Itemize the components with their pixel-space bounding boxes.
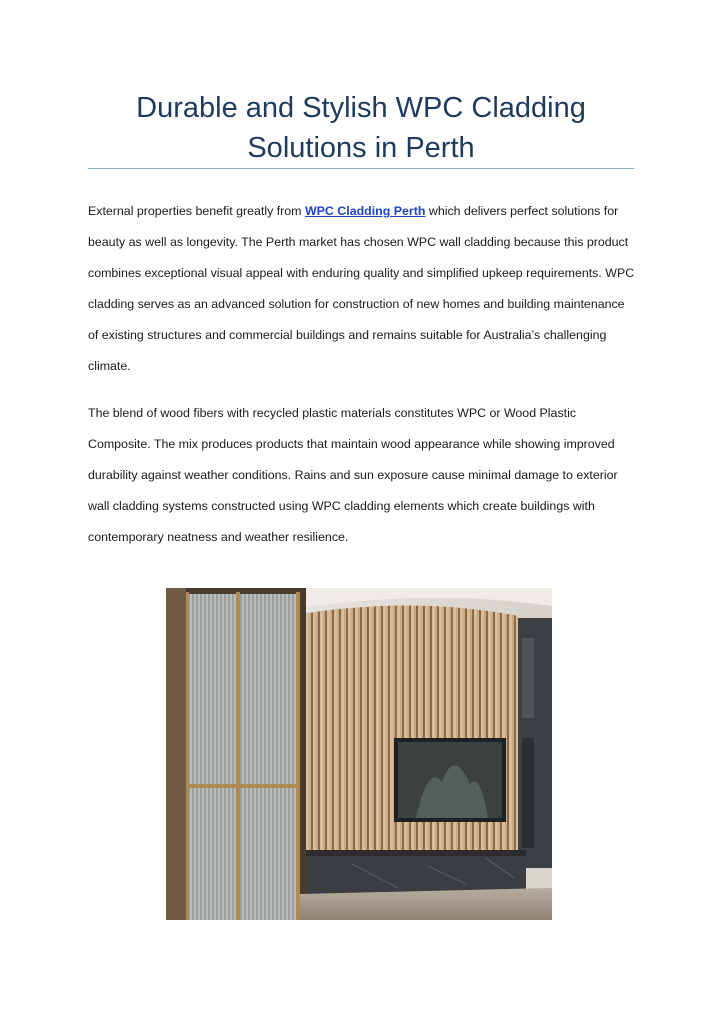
article-body [88, 196, 636, 569]
page-title-line-1: Durable and Stylish WPC Cladding [136, 92, 586, 124]
title-divider [88, 168, 634, 169]
page-title [88, 88, 634, 168]
paragraph-2: The blend of wood fibers with recycled plastic materials constitutes WPC or Wood Plastic Composite. The mix produces products that maintain wood appearance while showing improved durability against weather conditions. Rains and sun exposure cause minimal damage to exterior wall cladding systems constructed using WPC cladding elements which create buildings with contemporary neatness and weather resilience. [88, 406, 618, 544]
wpc-cladding-perth-link[interactable]: WPC Cladding Perth [304, 204, 426, 218]
paragraph-1 [88, 196, 636, 382]
page-title-line-2: Solutions in Perth [247, 132, 475, 164]
paragraph-1-rest: which delivers perfect solutions for beauty as well as longevity. The Perth market has chosen WPC wall cladding because this product combines exceptional visual appeal with enduring quality and simplified upkeep requirements. WPC cladding serves as an advanced solution for construction of new homes and building maintenance of existing structures and commercial buildings and remains suitable for Australia’s challenging climate. [88, 204, 635, 373]
paragraph-1-intro: External properties benefit greatly from [88, 204, 305, 218]
wpc-cladding-room-photo [166, 588, 552, 920]
